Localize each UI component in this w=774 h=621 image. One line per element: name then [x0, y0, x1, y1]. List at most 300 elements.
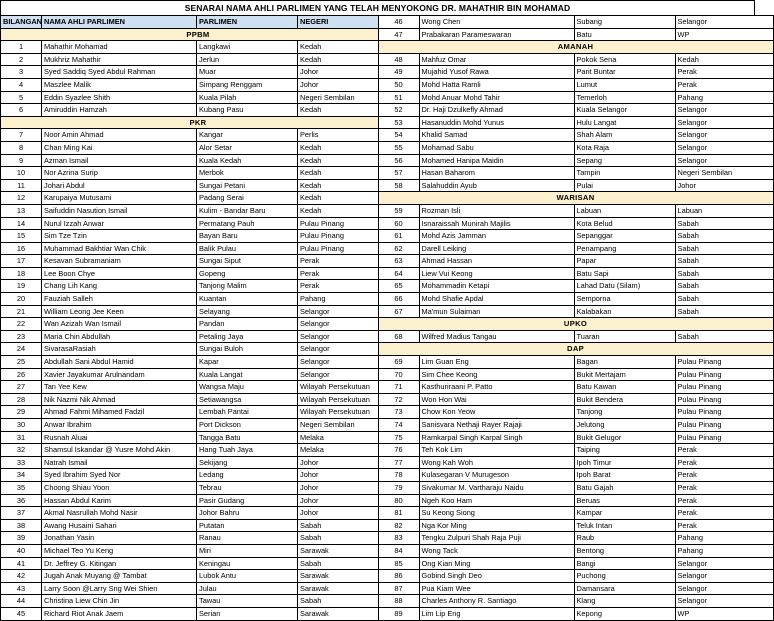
- cell-no: 77: [378, 456, 419, 469]
- cell-no: 32: [1, 444, 42, 457]
- cell-name: Wong Kah Woh: [419, 456, 574, 469]
- cell-no: 87: [378, 582, 419, 595]
- cell-name: Chow Kon Yeow: [419, 406, 574, 419]
- table-row: [1, 293, 396, 306]
- cell-state: Pulau Pinang: [675, 356, 773, 369]
- cell-name: Mahfuz Omar: [419, 53, 574, 66]
- cell-state: Selangor: [298, 356, 396, 369]
- cell-no: 27: [1, 381, 42, 394]
- cell-name: Sim Tze Tzin: [42, 230, 197, 243]
- cell-state: Wilayah Persekutuan: [298, 393, 396, 406]
- cell-name: Salahuddin Ayub: [419, 179, 574, 192]
- cell-parliament: Kuala Selangor: [574, 104, 675, 117]
- cell-state: Selangor: [675, 154, 773, 167]
- cell-name: Liew Vui Keong: [419, 267, 574, 280]
- table-row: [378, 267, 773, 280]
- cell-state: Johor: [298, 66, 396, 79]
- cell-parliament: Sepanggar: [574, 230, 675, 243]
- cell-state: Pahang: [675, 91, 773, 104]
- cell-parliament: Pokok Sena: [574, 53, 675, 66]
- table-row: [1, 406, 396, 419]
- cell-parliament: Batu: [574, 28, 675, 41]
- cell-state: Pulau Pinang: [675, 368, 773, 381]
- cell-state: Pulau Pinang: [675, 406, 773, 419]
- cell-name: Mohd Anuar Mohd Tahir: [419, 91, 574, 104]
- cell-parliament: Bentong: [574, 544, 675, 557]
- cell-state: Perak: [675, 78, 773, 91]
- cell-no: 52: [378, 104, 419, 117]
- table-row: [378, 305, 773, 318]
- cell-parliament: Kuala Langat: [197, 368, 298, 381]
- table-row: [378, 104, 773, 117]
- cell-parliament: Raub: [574, 532, 675, 545]
- cell-state: Pulau Pinang: [675, 381, 773, 394]
- cell-parliament: Bangi: [574, 557, 675, 570]
- table-row: [1, 419, 396, 432]
- cell-parliament: Shah Alam: [574, 129, 675, 142]
- cell-name: Mujahid Yusof Rawa: [419, 66, 574, 79]
- cell-parliament: Kapar: [197, 356, 298, 369]
- cell-parliament: Kubang Pasu: [197, 104, 298, 117]
- cell-name: Xavier Jayakumar Arulnandam: [42, 368, 197, 381]
- cell-state: Pulau Pinang: [298, 230, 396, 243]
- cell-name: Ong Kian Ming: [419, 557, 574, 570]
- cell-name: Hasanuddin Mohd Yunus: [419, 116, 574, 129]
- cell-no: 30: [1, 419, 42, 432]
- table-row: [378, 91, 773, 104]
- cell-parliament: Sepang: [574, 154, 675, 167]
- cell-no: 21: [1, 305, 42, 318]
- cell-no: 82: [378, 519, 419, 532]
- cell-name: Saifuddin Nasution Ismail: [42, 204, 197, 217]
- cell-state: WP: [675, 28, 773, 41]
- cell-no: 12: [1, 192, 42, 205]
- cell-parliament: Langkawi: [197, 41, 298, 54]
- cell-no: 38: [1, 519, 42, 532]
- right-column: [378, 15, 756, 621]
- table-row: [1, 141, 396, 154]
- table-row: [1, 129, 396, 142]
- cell-state: Johor: [298, 507, 396, 520]
- cell-state: Sabah: [675, 242, 773, 255]
- cell-parliament: Gopeng: [197, 267, 298, 280]
- cell-name: Jugah Anak Muyang @ Tambat: [42, 570, 197, 583]
- cell-state: Sabah: [675, 293, 773, 306]
- cell-no: 73: [378, 406, 419, 419]
- cell-no: 2: [1, 53, 42, 66]
- cell-no: 55: [378, 141, 419, 154]
- cell-parliament: Semporna: [574, 293, 675, 306]
- table-row: [378, 217, 773, 230]
- cell-parliament: Lahad Datu (Silam): [574, 280, 675, 293]
- cell-parliament: Permatang Pauh: [197, 217, 298, 230]
- table-row: [378, 16, 773, 29]
- cell-state: Labuan: [675, 204, 773, 217]
- cell-no: 68: [378, 330, 419, 343]
- cell-state: Perak: [298, 280, 396, 293]
- cell-no: 49: [378, 66, 419, 79]
- cell-state: Selangor: [675, 595, 773, 608]
- cell-state: Selangor: [675, 104, 773, 117]
- cell-no: 58: [378, 179, 419, 192]
- table-row: [378, 280, 773, 293]
- cell-name: Michael Teo Yu Keng: [42, 544, 197, 557]
- left-column: [0, 15, 378, 621]
- cell-parliament: Muar: [197, 66, 298, 79]
- cell-no: 40: [1, 544, 42, 557]
- cell-no: 41: [1, 557, 42, 570]
- cell-parliament: Hang Tuah Jaya: [197, 444, 298, 457]
- table-row: [1, 230, 396, 243]
- header-negeri: NEGERI: [298, 16, 396, 29]
- table-row: [378, 53, 773, 66]
- table-row: [1, 242, 396, 255]
- cell-parliament: Sungai Petani: [197, 179, 298, 192]
- cell-parliament: Beruas: [574, 494, 675, 507]
- cell-state: Johor: [675, 179, 773, 192]
- cell-parliament: Selayang: [197, 305, 298, 318]
- cell-state: Sarawak: [298, 570, 396, 583]
- party-label: WARISAN: [378, 192, 773, 205]
- cell-state: Pulau Pinang: [675, 419, 773, 432]
- cell-no: 24: [1, 343, 42, 356]
- cell-name: Ahmad Fahmi Mihamed Fadzil: [42, 406, 197, 419]
- table-row: [378, 330, 773, 343]
- cell-name: Shamsul Iskandar @ Yusre Mohd Akin: [42, 444, 197, 457]
- party-label: PPBM: [1, 28, 396, 41]
- cell-name: Wong Tack: [419, 544, 574, 557]
- cell-parliament: Port Dickson: [197, 419, 298, 432]
- cell-name: Teh Kok Lim: [419, 444, 574, 457]
- cell-no: 34: [1, 469, 42, 482]
- cell-state: Selangor: [675, 557, 773, 570]
- cell-state: Sabah: [298, 595, 396, 608]
- cell-state: Sabah: [675, 330, 773, 343]
- cell-state: Kedah: [298, 53, 396, 66]
- cell-state: Pahang: [675, 532, 773, 545]
- cell-parliament: Lumut: [574, 78, 675, 91]
- cell-state: Selangor: [675, 141, 773, 154]
- cell-no: 56: [378, 154, 419, 167]
- cell-no: 16: [1, 242, 42, 255]
- cell-parliament: Labuan: [574, 204, 675, 217]
- party-section-header: [1, 28, 396, 41]
- left-table: [0, 15, 396, 621]
- cell-parliament: Tawau: [197, 595, 298, 608]
- table-row: [378, 116, 773, 129]
- table-row: [1, 356, 396, 369]
- cell-no: 72: [378, 393, 419, 406]
- cell-no: 85: [378, 557, 419, 570]
- cell-parliament: Ranau: [197, 532, 298, 545]
- cell-name: Muhammad Bakhtiar Wan Chik: [42, 242, 197, 255]
- cell-parliament: Kota Raja: [574, 141, 675, 154]
- table-row: [378, 381, 773, 394]
- cell-no: 11: [1, 179, 42, 192]
- cell-no: 78: [378, 469, 419, 482]
- cell-no: 35: [1, 481, 42, 494]
- cell-state: Wilayah Persekutuan: [298, 381, 396, 394]
- cell-no: 33: [1, 456, 42, 469]
- table-row: [1, 192, 396, 205]
- cell-no: 44: [1, 595, 42, 608]
- cell-state: Sabah: [675, 230, 773, 243]
- cell-parliament: Balik Pulau: [197, 242, 298, 255]
- cell-no: 17: [1, 255, 42, 268]
- cell-name: Syed Saddiq Syed Abdul Rahman: [42, 66, 197, 79]
- cell-state: Kedah: [298, 141, 396, 154]
- cell-state: Selangor: [298, 305, 396, 318]
- cell-no: 57: [378, 167, 419, 180]
- cell-state: Selangor: [298, 368, 396, 381]
- cell-parliament: Padang Serai: [197, 192, 298, 205]
- cell-state: Perlis: [298, 129, 396, 142]
- cell-state: Wilayah Persekutuan: [298, 406, 396, 419]
- table-row: [378, 557, 773, 570]
- table-row: [1, 469, 396, 482]
- cell-name: Hassan Abdul Karim: [42, 494, 197, 507]
- cell-parliament: Hulu Langat: [574, 116, 675, 129]
- cell-name: Wong Chen: [419, 16, 574, 29]
- cell-state: Perak: [675, 66, 773, 79]
- table-row: [378, 607, 773, 620]
- cell-no: 45: [1, 607, 42, 620]
- cell-parliament: Serian: [197, 607, 298, 620]
- cell-name: Natrah Ismail: [42, 456, 197, 469]
- cell-no: 75: [378, 431, 419, 444]
- table-row: [1, 154, 396, 167]
- cell-no: 76: [378, 444, 419, 457]
- cell-no: 53: [378, 116, 419, 129]
- cell-name: Dr. Haji Dzulkefly Ahmad: [419, 104, 574, 117]
- table-row: [1, 393, 396, 406]
- cell-name: Sivakumar M. Vartharaju Naidu: [419, 481, 574, 494]
- cell-parliament: Simpang Renggam: [197, 78, 298, 91]
- cell-state: Kedah: [298, 192, 396, 205]
- table-row: [1, 41, 396, 54]
- cell-state: Selangor: [298, 318, 396, 331]
- cell-name: Gobind Singh Deo: [419, 570, 574, 583]
- table-row: [1, 91, 396, 104]
- cell-name: Kulasegaran V Murugeson: [419, 469, 574, 482]
- table-row: [378, 444, 773, 457]
- table-row: [1, 519, 396, 532]
- table-row: [378, 242, 773, 255]
- cell-name: Richard Riot Anak Jaem: [42, 607, 197, 620]
- cell-no: 42: [1, 570, 42, 583]
- table-row: [378, 66, 773, 79]
- cell-parliament: Lembah Pantai: [197, 406, 298, 419]
- cell-no: 20: [1, 293, 42, 306]
- table-row: [378, 393, 773, 406]
- cell-state: Perak: [675, 456, 773, 469]
- table-row: [378, 456, 773, 469]
- cell-parliament: Teluk Intan: [574, 519, 675, 532]
- cell-name: Won Hon Wai: [419, 393, 574, 406]
- cell-name: Mohammadin Ketapi: [419, 280, 574, 293]
- cell-parliament: Batu Kawan: [574, 381, 675, 394]
- table-row: [378, 419, 773, 432]
- cell-state: Pulau Pinang: [675, 393, 773, 406]
- table-row: [378, 167, 773, 180]
- cell-name: Sim Chee Keong: [419, 368, 574, 381]
- cell-parliament: Sekijang: [197, 456, 298, 469]
- table-row: [1, 507, 396, 520]
- cell-parliament: Tuaran: [574, 330, 675, 343]
- cell-parliament: Kota Belud: [574, 217, 675, 230]
- table-row: [378, 469, 773, 482]
- cell-name: Nga Kor Ming: [419, 519, 574, 532]
- cell-parliament: Petaling Jaya: [197, 330, 298, 343]
- cell-state: Selangor: [675, 116, 773, 129]
- cell-name: Mohamed Hanipa Maidin: [419, 154, 574, 167]
- table-row: [1, 267, 396, 280]
- cell-name: Isnaraissah Munirah Majilis: [419, 217, 574, 230]
- cell-parliament: Papar: [574, 255, 675, 268]
- cell-no: 54: [378, 129, 419, 142]
- table-row: [378, 230, 773, 243]
- cell-name: Mohamad Sabu: [419, 141, 574, 154]
- table-row: [378, 78, 773, 91]
- cell-state: Sabah: [675, 255, 773, 268]
- cell-name: Nik Nazmi Nik Ahmad: [42, 393, 197, 406]
- cell-state: Sabah: [675, 280, 773, 293]
- table-row: [1, 179, 396, 192]
- cell-state: Johor: [298, 469, 396, 482]
- header-parlimen: PARLIMEN: [197, 16, 298, 29]
- cell-state: Sabah: [675, 267, 773, 280]
- cell-state: Melaka: [298, 431, 396, 444]
- cell-name: Su Keong Siong: [419, 507, 574, 520]
- document-title: SENARAI NAMA AHLI PARLIMEN YANG TELAH MENYOKONG DR. MAHATHIR BIN MOHAMAD: [0, 0, 755, 15]
- cell-parliament: Julau: [197, 582, 298, 595]
- cell-name: Nor Azrina Surip: [42, 167, 197, 180]
- cell-name: Nurul Izzah Anwar: [42, 217, 197, 230]
- cell-no: 48: [378, 53, 419, 66]
- party-section-header: [378, 41, 773, 54]
- cell-name: Ramkarpal Singh Karpal Singh: [419, 431, 574, 444]
- cell-name: William Leong Jee Keen: [42, 305, 197, 318]
- cell-state: Kedah: [298, 104, 396, 117]
- table-row: [1, 557, 396, 570]
- cell-state: Negeri Sembilan: [298, 419, 396, 432]
- cell-parliament: Tangga Batu: [197, 431, 298, 444]
- cell-no: 47: [378, 28, 419, 41]
- cell-parliament: Tanjong: [574, 406, 675, 419]
- cell-no: 66: [378, 293, 419, 306]
- cell-name: Azman Ismail: [42, 154, 197, 167]
- cell-name: Hasan Baharom: [419, 167, 574, 180]
- cell-no: 89: [378, 607, 419, 620]
- table-row: [1, 217, 396, 230]
- cell-name: Noor Amin Ahmad: [42, 129, 197, 142]
- cell-state: Sabah: [298, 532, 396, 545]
- table-row: [378, 129, 773, 142]
- cell-name: Darell Leiking: [419, 242, 574, 255]
- cell-name: Lim Guan Eng: [419, 356, 574, 369]
- cell-parliament: Klang: [574, 595, 675, 608]
- cell-no: 74: [378, 419, 419, 432]
- cell-parliament: Bagan: [574, 356, 675, 369]
- cell-parliament: Keningau: [197, 557, 298, 570]
- cell-state: Perak: [675, 507, 773, 520]
- table-row: [1, 53, 396, 66]
- cell-state: Kedah: [298, 179, 396, 192]
- cell-parliament: Bukit Gelugor: [574, 431, 675, 444]
- cell-state: Perak: [298, 255, 396, 268]
- table-row: [1, 595, 396, 608]
- table-row: [378, 507, 773, 520]
- table-row: [378, 570, 773, 583]
- table-row: [1, 204, 396, 217]
- cell-parliament: Kampar: [574, 507, 675, 520]
- table-row: [1, 255, 396, 268]
- cell-name: Abdullah Sani Abdul Hamid: [42, 356, 197, 369]
- cell-no: 6: [1, 104, 42, 117]
- cell-name: Akmal Nasrullah Mohd Nasir: [42, 507, 197, 520]
- cell-name: Ngeh Koo Ham: [419, 494, 574, 507]
- cell-no: 9: [1, 154, 42, 167]
- cell-name: Lee Boon Chye: [42, 267, 197, 280]
- cell-no: 64: [378, 267, 419, 280]
- party-section-header: [378, 192, 773, 205]
- table-row: [1, 330, 396, 343]
- cell-name: Mohd Shafie Apdal: [419, 293, 574, 306]
- table-row: [1, 318, 396, 331]
- table-row: [1, 544, 396, 557]
- cell-no: 61: [378, 230, 419, 243]
- table-row: [1, 167, 396, 180]
- cell-name: Wilfred Madius Tangau: [419, 330, 574, 343]
- cell-no: 71: [378, 381, 419, 394]
- cell-no: 50: [378, 78, 419, 91]
- cell-parliament: Sungai Siput: [197, 255, 298, 268]
- cell-no: 25: [1, 356, 42, 369]
- cell-no: 69: [378, 356, 419, 369]
- cell-name: Johari Abdul: [42, 179, 197, 192]
- cell-no: 43: [1, 582, 42, 595]
- cell-state: Sabah: [675, 305, 773, 318]
- cell-parliament: Ledang: [197, 469, 298, 482]
- cell-no: 46: [378, 16, 419, 29]
- cell-parliament: Ipoh Barat: [574, 469, 675, 482]
- table-row: [378, 356, 773, 369]
- table-row: [378, 406, 773, 419]
- cell-state: Melaka: [298, 444, 396, 457]
- table-row: [378, 481, 773, 494]
- cell-no: 18: [1, 267, 42, 280]
- cell-no: 70: [378, 368, 419, 381]
- cell-name: Kasthuriraani P. Patto: [419, 381, 574, 394]
- party-section-header: [378, 343, 773, 356]
- cell-name: Sanisvara Nethaji Rayer Rajaji: [419, 419, 574, 432]
- cell-state: Kedah: [298, 154, 396, 167]
- cell-name: SivarasaRasiah: [42, 343, 197, 356]
- cell-state: Perak: [675, 519, 773, 532]
- cell-no: 29: [1, 406, 42, 419]
- cell-no: 4: [1, 78, 42, 91]
- two-column-layout: [0, 15, 755, 621]
- cell-state: Pulau Pinang: [298, 242, 396, 255]
- cell-parliament: Tampin: [574, 167, 675, 180]
- cell-parliament: Jerlun: [197, 53, 298, 66]
- cell-state: Kedah: [298, 167, 396, 180]
- cell-parliament: Miri: [197, 544, 298, 557]
- cell-no: 31: [1, 431, 42, 444]
- cell-name: Tan Yee Kew: [42, 381, 197, 394]
- cell-name: Maszlee Malik: [42, 78, 197, 91]
- table-row: [1, 431, 396, 444]
